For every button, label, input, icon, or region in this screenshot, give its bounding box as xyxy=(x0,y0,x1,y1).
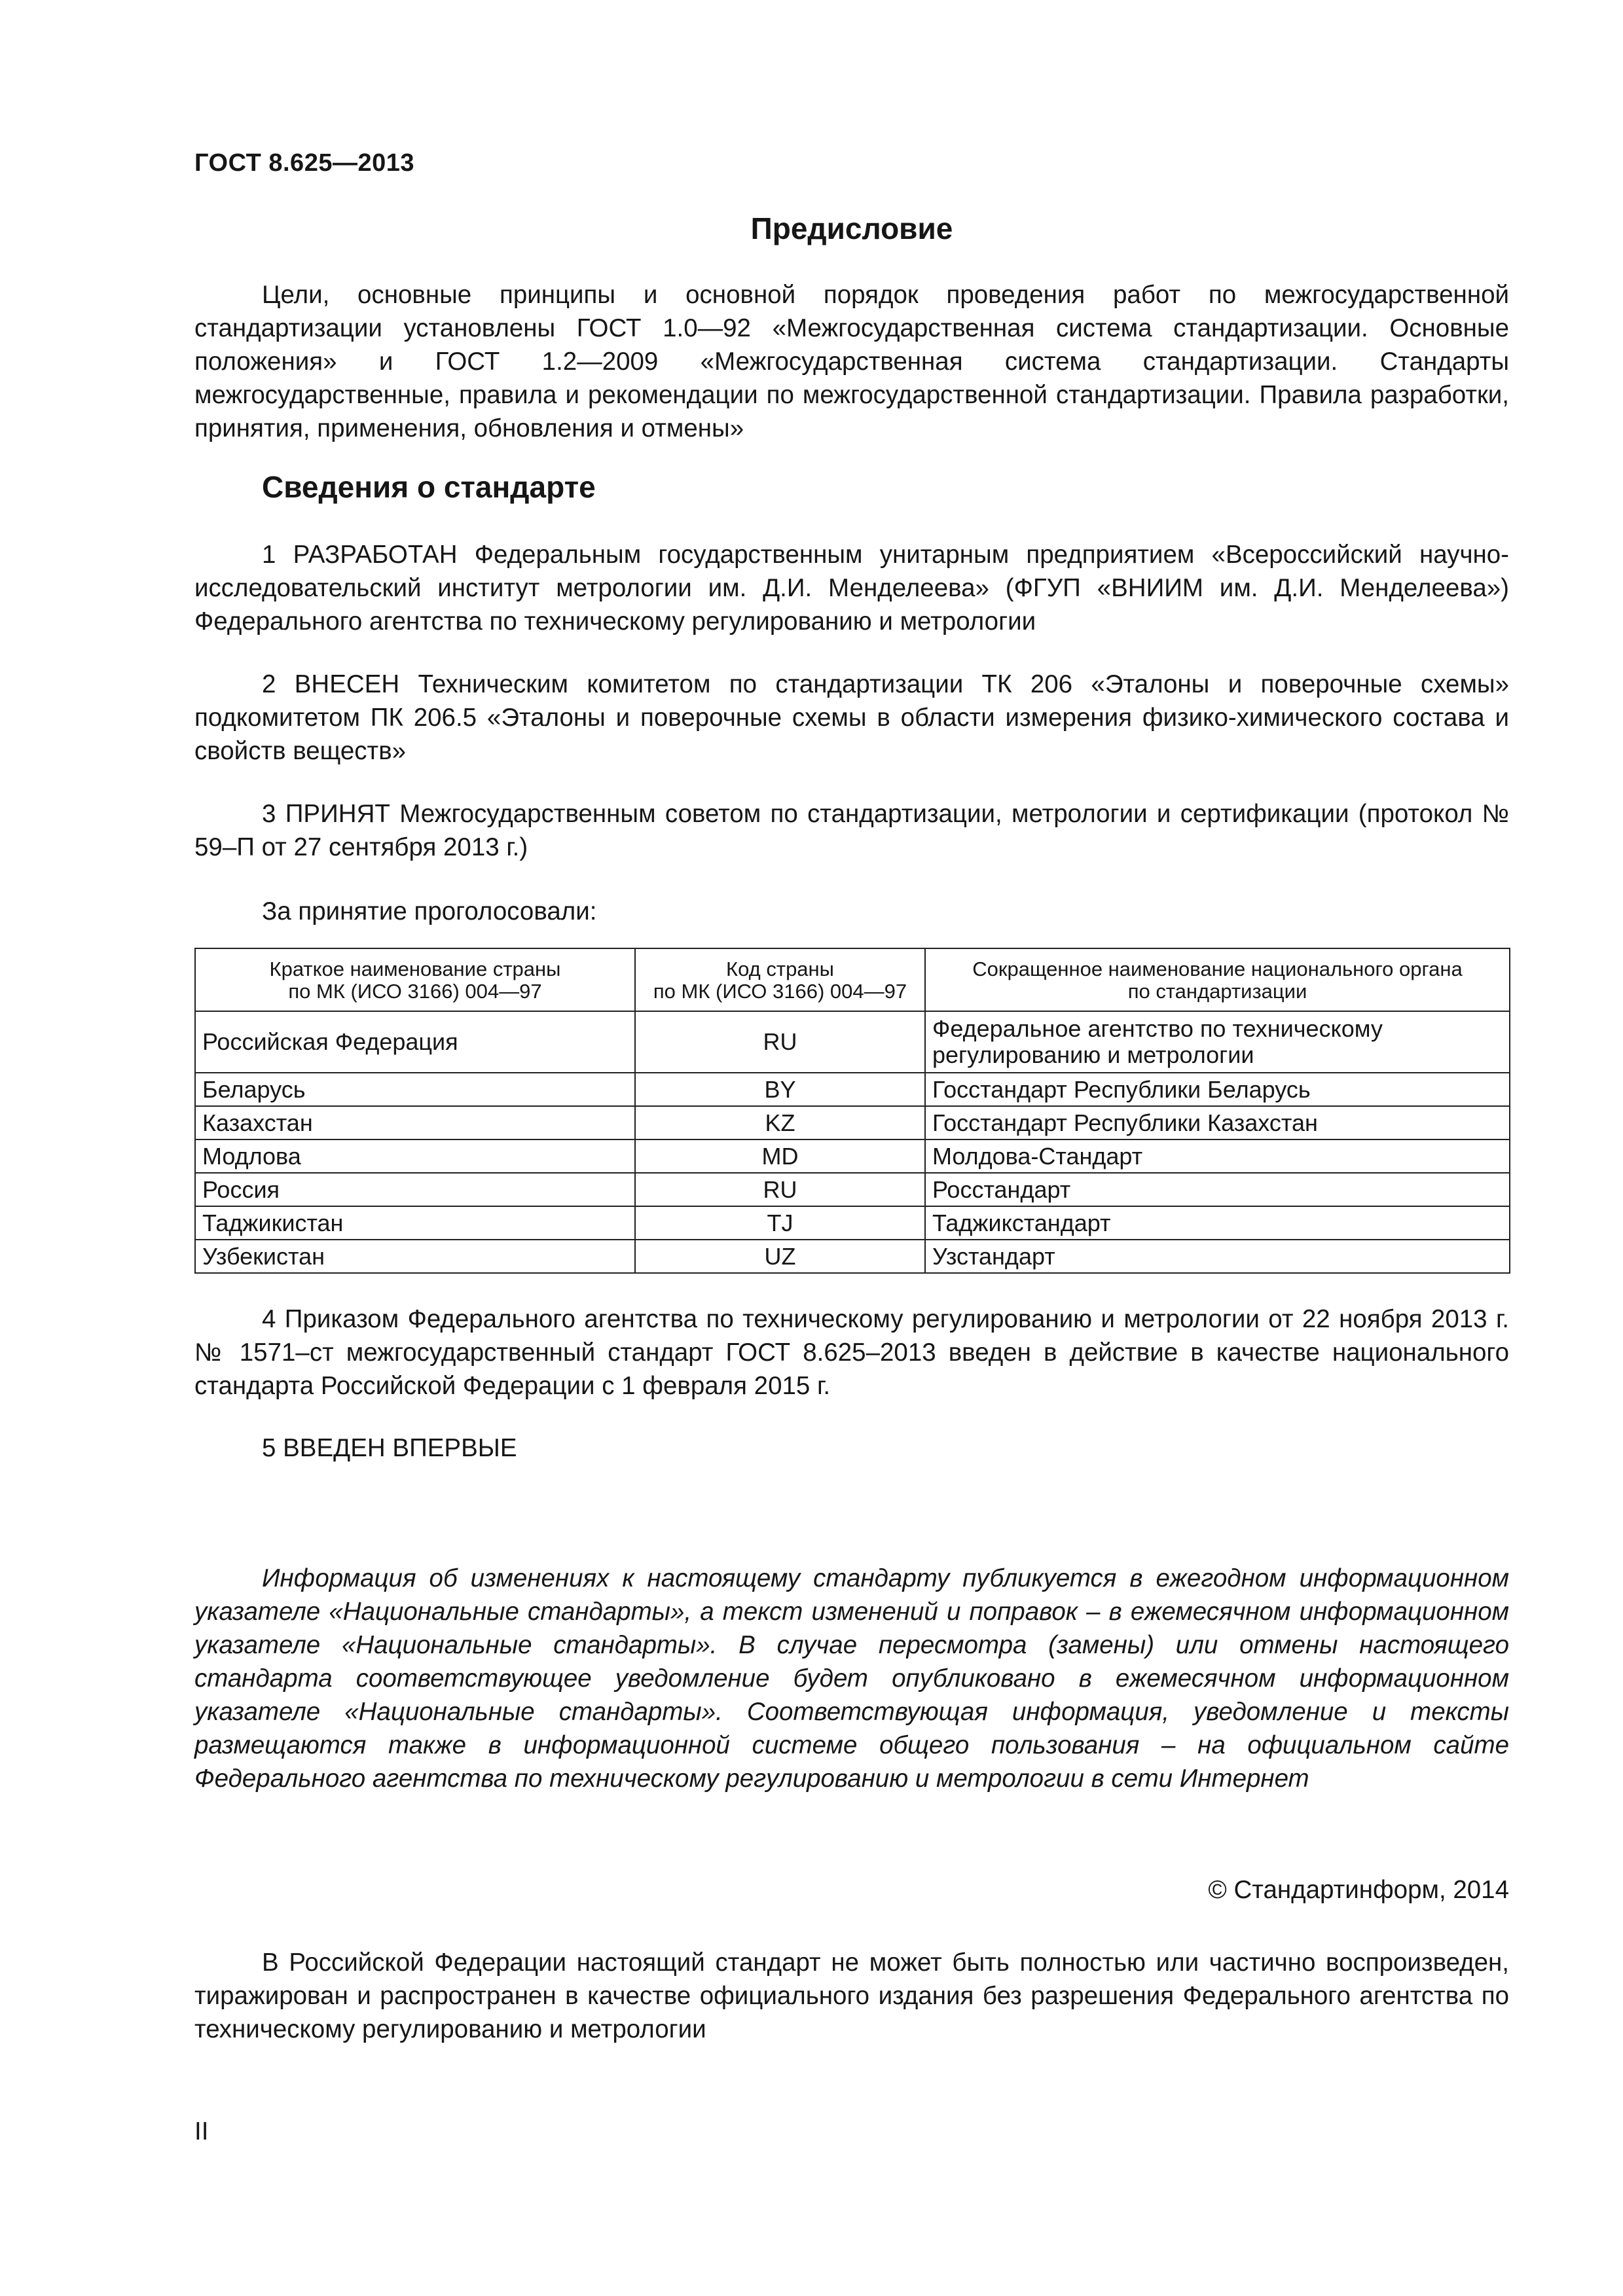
page-number: II xyxy=(194,2117,209,2145)
cell-code: RU xyxy=(635,1173,925,1206)
info-item-1: 1 РАЗРАБОТАН Федеральным государственным унитарным предприятием «Всероссийский научно-исследовательский институт метрологии им. Д.И. Менделеева» (ФГУП «ВНИИМ им. Д.И. Менделеева») Федерального агентства по техническому регулированию и метрологии xyxy=(194,541,1509,636)
copyright-line: © Стандартинформ, 2014 xyxy=(1208,1876,1509,1904)
foreword-title: Предисловие xyxy=(750,211,953,245)
cell-code: RU xyxy=(635,1011,925,1073)
info-item-5: 5 ВВЕДЕН ВПЕРВЫЕ xyxy=(262,1434,517,1462)
reproduction-rights: В Российской Федерации настоящий стандарт не может быть полностью или частично воспроизведен, тиражирован и распространен в качестве официального издания без разрешения Федерального агентства по техническому регулированию и метрологии xyxy=(194,1948,1509,2043)
cell-code: KZ xyxy=(635,1106,925,1139)
table-row xyxy=(195,1011,1510,1073)
table-row xyxy=(195,1139,1510,1173)
table-row xyxy=(195,1073,1510,1106)
standard-info-title: Сведения о стандарте xyxy=(262,470,596,504)
cell-code: UZ xyxy=(635,1240,925,1273)
cell-body: Таджикстандарт xyxy=(925,1206,1510,1240)
table-row xyxy=(195,1206,1510,1240)
cell-body: Узстандарт xyxy=(925,1240,1510,1273)
cell-country: Россия xyxy=(195,1173,635,1206)
cell-body: Федеральное агентство по техническому регулированию и метрологии xyxy=(925,1011,1510,1073)
cell-body: Госстандарт Республики Беларусь xyxy=(925,1073,1510,1106)
table-header-row xyxy=(195,948,1510,1011)
info-item-3: 3 ПРИНЯТ Межгосударственным советом по стандартизации, метрологии и сертификации (протокол № 59–П от 27 сентября 2013 г.) xyxy=(194,800,1509,861)
cell-country: Беларусь xyxy=(195,1073,635,1106)
column-header-country: Краткое наименование страны по МК (ИСО 3166) 004—97 xyxy=(195,948,635,1011)
foreword-paragraph: Цели, основные принципы и основной порядок проведения работ по межгосударственной стандартизации установлены ГОСТ 1.0—92 «Межгосударственная система стандартизации. Основные положения» и ГОСТ 1.2—2009 «Межгосударственная система стандартизации. Стандарты межгосударственные, правила и рекомендации по межгосударственной стандартизации. Правила разработки, принятия, применения, обновления и отмены» xyxy=(194,281,1509,442)
info-item-4: 4 Приказом Федерального агентства по техническому регулированию и метрологии от 22 ноября 2013 г. № 1571–ст межгосударственный стандарт ГОСТ 8.625–2013 введен в действие в качестве национального стандарта Российской Федерации с 1 февраля 2015 г. xyxy=(194,1305,1509,1400)
column-header-code: Код страны по МК (ИСО 3166) 004—97 xyxy=(635,948,925,1011)
cell-country: Казахстан xyxy=(195,1106,635,1139)
info-item-2: 2 ВНЕСЕН Техническим комитетом по стандартизации ТК 206 «Эталоны и поверочные схемы» подкомитетом ПК 206.5 «Эталоны и поверочные схемы в области измерения физико-химического состава и свойств веществ» xyxy=(194,670,1509,765)
cell-country: Узбекистан xyxy=(195,1240,635,1273)
cell-code: BY xyxy=(635,1073,925,1106)
cell-country: Модлова xyxy=(195,1139,635,1173)
document-code: ГОСТ 8.625—2013 xyxy=(194,149,414,177)
vote-label: За принятие проголосовали: xyxy=(262,897,597,925)
table-row xyxy=(195,1106,1510,1139)
cell-country: Таджикистан xyxy=(195,1206,635,1240)
cell-code: TJ xyxy=(635,1206,925,1240)
column-header-body: Сокращенное наименование национального органа по стандартизации xyxy=(925,948,1510,1011)
amendments-notice: Информация об изменениях к настоящему стандарту публикуется в ежегодном информационном указателе «Национальные стандарты», а текст изменений и поправок – в ежемесячном информационном указателе «Национальные стандарты». В случае пересмотра (замены) или отмены настоящего стандарта соответствующее уведомление будет опубликовано в ежемесячном информационном указателе «Национальные стандарты». Соответствующая информация, уведомление и тексты размещаются также в информационной системе общего пользования – на официальном сайте Федерального агентства по техническому регулированию и метрологии в сети Интернет xyxy=(194,1564,1509,1793)
cell-body: Молдова-Стандарт xyxy=(925,1139,1510,1173)
table-row xyxy=(195,1240,1510,1273)
table-row xyxy=(195,1173,1510,1206)
cell-code: MD xyxy=(635,1139,925,1173)
voting-table xyxy=(194,948,1510,1274)
cell-body: Госстандарт Республики Казахстан xyxy=(925,1106,1510,1139)
cell-country: Российская Федерация xyxy=(195,1011,635,1073)
cell-body: Росстандарт xyxy=(925,1173,1510,1206)
